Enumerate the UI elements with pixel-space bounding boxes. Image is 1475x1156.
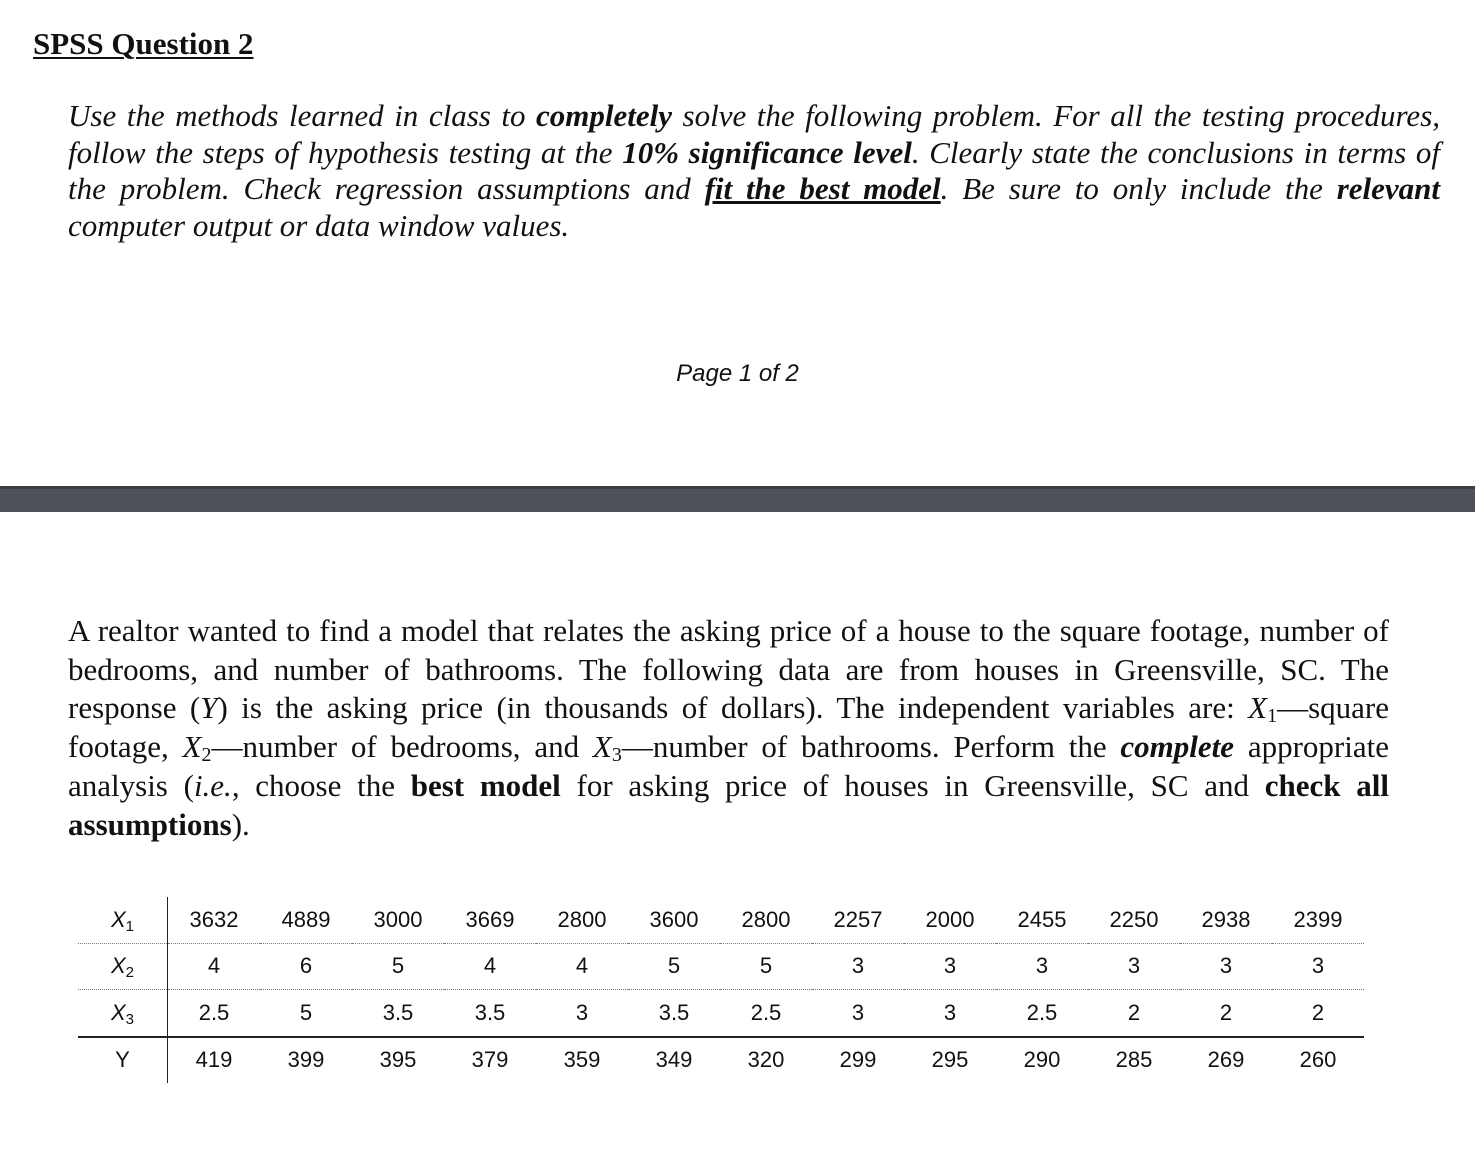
page-divider bbox=[0, 486, 1475, 512]
table-cell: 4889 bbox=[260, 897, 352, 943]
table-cell: 399 bbox=[287, 1047, 325, 1073]
table-cell: 260 bbox=[1299, 1047, 1337, 1073]
table-cell: 2 bbox=[1088, 990, 1180, 1037]
data-table bbox=[78, 897, 1364, 1083]
row-label: $X_1$ bbox=[78, 897, 168, 943]
table-cell: 285 bbox=[1115, 1047, 1153, 1073]
table-cell: 295 bbox=[931, 1047, 969, 1073]
table-cell: 5 bbox=[260, 990, 352, 1037]
table-row bbox=[78, 897, 1364, 943]
table-cell: 4 bbox=[536, 943, 628, 990]
table-cell: 5 bbox=[720, 943, 812, 990]
table-cell: 2 bbox=[1180, 990, 1272, 1037]
table-cell: 3.5 bbox=[352, 990, 444, 1037]
table-cell: 2399 bbox=[1272, 897, 1364, 943]
table-cell: 6 bbox=[260, 943, 352, 990]
table-cell: 290 bbox=[1023, 1047, 1061, 1073]
table-cell: 2938 bbox=[1180, 897, 1272, 943]
table-cell: 3632 bbox=[168, 897, 261, 943]
table-row bbox=[78, 1037, 1364, 1084]
table-cell: 5 bbox=[628, 943, 720, 990]
table-cell: 320 bbox=[747, 1047, 785, 1073]
table-cell: 2455 bbox=[996, 897, 1088, 943]
row-label: $X_2$ bbox=[78, 943, 168, 990]
table-cell: 3000 bbox=[352, 897, 444, 943]
table-cell: 2257 bbox=[812, 897, 904, 943]
table-cell: 419 bbox=[195, 1047, 233, 1073]
table-row bbox=[78, 990, 1364, 1037]
table-row bbox=[78, 943, 1364, 990]
table-cell: 3 bbox=[1180, 943, 1272, 990]
table-cell: 2000 bbox=[904, 897, 996, 943]
table-cell: 3 bbox=[904, 990, 996, 1037]
table-cell: 3.5 bbox=[628, 990, 720, 1037]
table-cell: 3 bbox=[1088, 943, 1180, 990]
table-cell: 3 bbox=[1272, 943, 1364, 990]
table-cell: 2.5 bbox=[720, 990, 812, 1037]
row-label: Y bbox=[78, 1037, 168, 1084]
table-cell: 349 bbox=[655, 1047, 693, 1073]
table-cell: 2800 bbox=[536, 897, 628, 943]
table-cell: 3600 bbox=[628, 897, 720, 943]
table-cell: 3 bbox=[536, 990, 628, 1037]
table-cell: 359 bbox=[563, 1047, 601, 1073]
problem-paragraph: A realtor wanted to find a model that relates the asking price of a house to the square footage, number of bedrooms, and number of bathrooms. The following data are from houses in Greensville, SC. The response (Y) is the asking price (in thousands of dollars). The independent variables are: $X_1—square$ footage, $X_2—number$ of bedrooms, and $X_3—number$ of bathrooms. Perform the complete appropriate analysis (i.e., choose the best model for asking price of houses in Greensville, SC and check all assumptions). bbox=[68, 613, 1389, 842]
table-cell: 379 bbox=[471, 1047, 509, 1073]
table-cell: 3669 bbox=[444, 897, 536, 943]
table-cell: 5 bbox=[352, 943, 444, 990]
table-cell: 269 bbox=[1207, 1047, 1245, 1073]
table-cell: 3 bbox=[904, 943, 996, 990]
row-label: $X_3$ bbox=[78, 990, 168, 1037]
table-cell: 3 bbox=[812, 990, 904, 1037]
table-cell: 299 bbox=[839, 1047, 877, 1073]
table-cell: 3 bbox=[812, 943, 904, 990]
table-cell: 2800 bbox=[720, 897, 812, 943]
page-title: SPSS Question 2 bbox=[33, 26, 254, 61]
instructions-paragraph: Use the methods learned in class to completely solve the following problem. For all the testing procedures, follow the steps of hypothesis testing at the 10% significance level. Clearly state the conclusions in terms of the problem. Check regression assumptions and fit the best model. Be sure to only include the relevant computer output or data window values. bbox=[68, 98, 1441, 244]
table-cell: 4 bbox=[168, 943, 261, 990]
table-cell: 395 bbox=[379, 1047, 417, 1073]
table-cell: 2.5 bbox=[996, 990, 1088, 1037]
table-cell: 2 bbox=[1272, 990, 1364, 1037]
table-cell: 4 bbox=[444, 943, 536, 990]
page-number: Page 1 of 2 bbox=[676, 360, 799, 387]
table-cell: 2250 bbox=[1088, 897, 1180, 943]
table-cell: 3 bbox=[996, 943, 1088, 990]
table-cell: 3.5 bbox=[444, 990, 536, 1037]
table-cell: 2.5 bbox=[168, 990, 261, 1037]
